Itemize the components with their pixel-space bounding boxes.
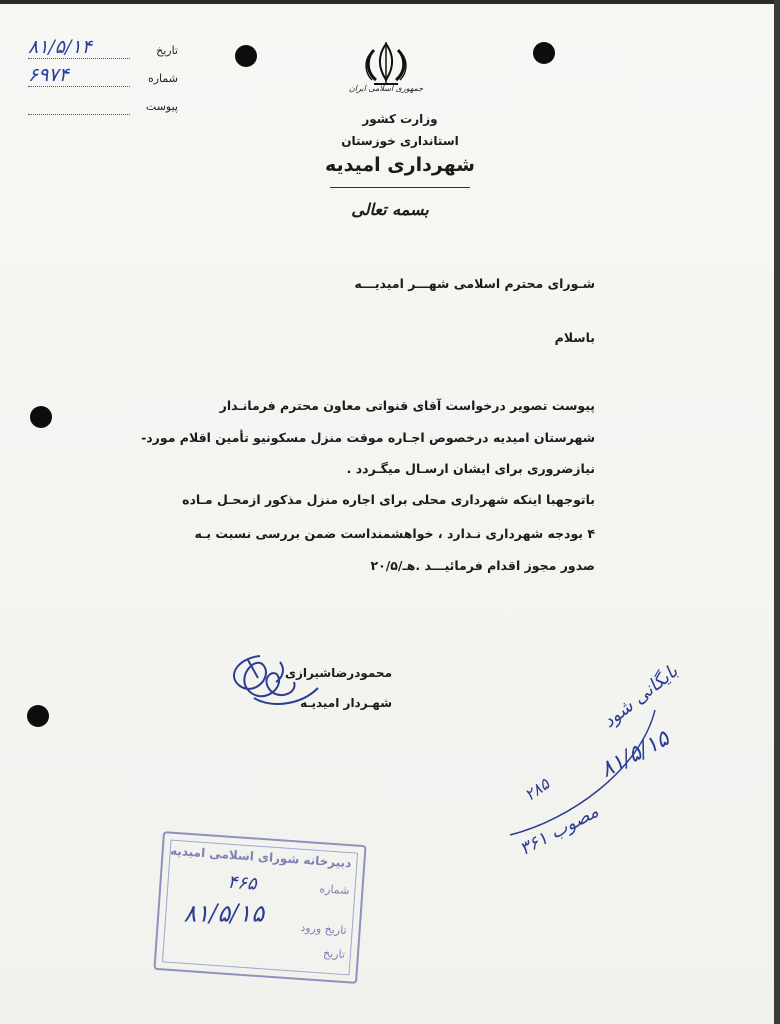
signatory-title: شهـردار امیدیـه	[300, 696, 392, 710]
meta-attachment-row	[28, 96, 178, 124]
stamp-date-label: تاریخ ورود	[300, 920, 348, 938]
handwritten-referral: بایگانی شود	[598, 660, 683, 733]
meta-number-value: ۶۹۷۴	[28, 64, 69, 86]
stamp-number-value: ۴۶۵	[226, 871, 258, 895]
stamp-number-label: شماره	[318, 882, 350, 898]
meta-number-label: شماره	[147, 72, 178, 85]
handwritten-date: ۸۱/۵/۱۵	[596, 726, 674, 783]
body-line: نیازضروری برای ایشان ارسـال میگـردد .	[346, 461, 595, 476]
meta-date-value: ۸۱/۵/۱۴	[28, 36, 92, 58]
scan-edge-right	[774, 0, 780, 1024]
province-name: استانداری خوزستان	[341, 134, 459, 148]
stamp-title: دبیرخانه شورای اسلامی امیدیه	[169, 843, 352, 871]
scan-edge-top	[0, 0, 780, 4]
punch-hole	[30, 406, 52, 428]
stamp-exit-label: تاریخ	[322, 946, 346, 962]
stamp-date-value: ۸۱/۵/۱۵	[183, 899, 265, 928]
handwritten-number: ۲۸۵	[520, 774, 553, 805]
meta-attachment-label: پیوست	[145, 100, 178, 113]
punch-hole	[27, 705, 49, 727]
body-line: باتوجهبا اینکه شهرداری محلی برای اجاره منزل مذکور ازمحـل مـاده	[182, 492, 595, 507]
organization-name: شهرداری امیدیه	[325, 154, 475, 176]
iran-emblem-icon	[356, 40, 416, 88]
handwritten-approval: مصوب ۳۶۱	[516, 800, 603, 861]
punch-hole	[533, 42, 555, 64]
meta-number-row	[28, 64, 178, 96]
header-divider	[330, 187, 470, 188]
meta-date-label: تاریخ	[156, 44, 178, 57]
invocation: بسمه تعالی	[351, 200, 429, 219]
addressee: شـورای محترم اسلامی شهـــر امیدیـــه	[354, 276, 595, 291]
body-line: شهرستان امیدیه درخصوص اجـاره موقت منزل مسکونیو تأمین اقلام مورد-	[141, 430, 595, 445]
body-line: صدور مجوز اقدام فرمائیـــد .هـ/۲۰/۵	[370, 558, 595, 573]
punch-hole	[235, 45, 257, 67]
greeting: باسلام	[554, 330, 595, 345]
letter-meta	[28, 36, 178, 124]
body-line: پیوست تصویر درخواست آقای قنواتی معاون محترم فرمانـدار	[219, 398, 595, 413]
secretariat-stamp	[153, 831, 366, 984]
signatory-name: محمودرضاشیرازی	[285, 666, 392, 680]
ministry-name: وزارت کشور	[362, 112, 438, 126]
emblem-caption: جمهوری اسلامی ایران	[348, 84, 424, 93]
body-line: ۴ بودجه شهرداری نـدارد ، خواهشمنداست ضمن بررسی نسبت بـه	[194, 526, 595, 541]
